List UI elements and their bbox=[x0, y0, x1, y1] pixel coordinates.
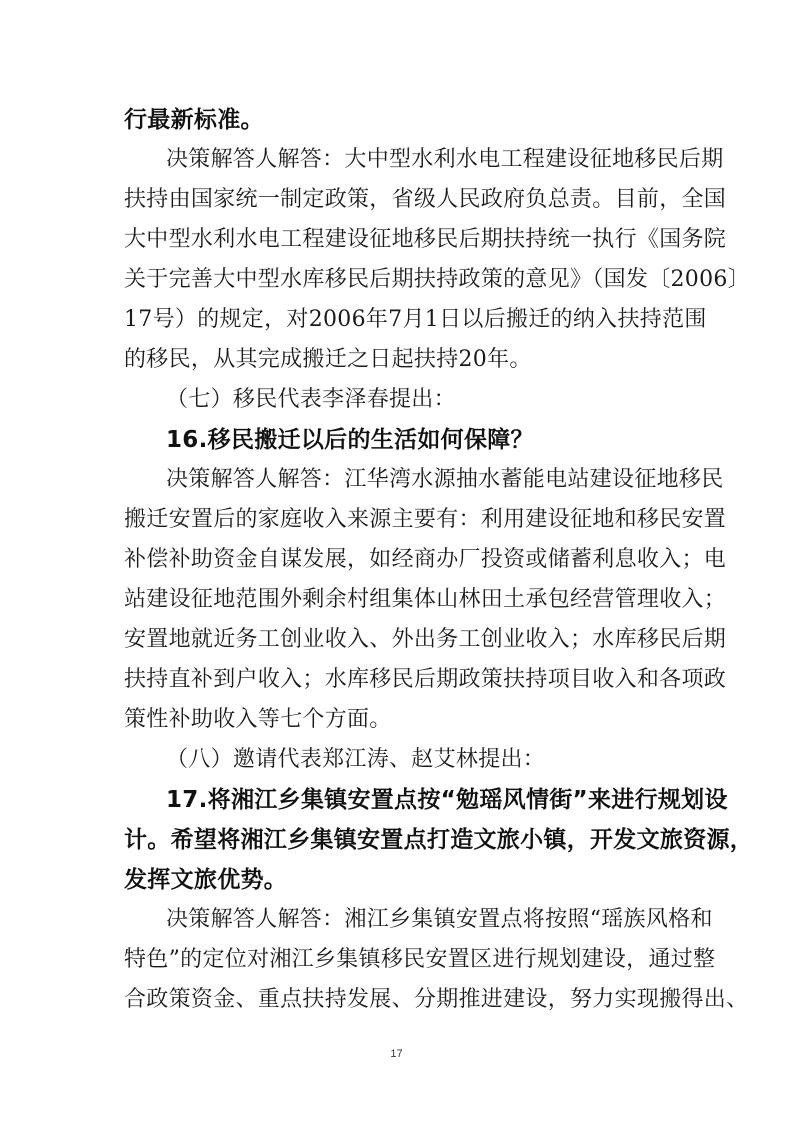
text-line: 策性补助收入等七个方面。 bbox=[124, 707, 392, 732]
text-line: 合政策资金、重点扶持发展、分期推进建设，努力实现搬得出、 bbox=[124, 987, 749, 1012]
text-line: 大中型水利水电工程建设征地移民后期扶持统一执行《国务院 bbox=[124, 227, 727, 252]
text-line: 17号）的规定，对2006年7月1日以后搬迁的纳入扶持范围 bbox=[124, 307, 707, 332]
text-line: 决策解答人解答：江华湾水源抽水蓄能电站建设征地移民 bbox=[166, 467, 724, 492]
question-heading: 计。希望将湘江乡集镇安置点打造文旅小镇，开发文旅资源， bbox=[124, 827, 754, 853]
text-line: 行最新标准。 bbox=[124, 107, 264, 133]
text-line: 站建设征地范围外剩余村组集体山林田土承包经营管理收入； bbox=[124, 587, 727, 612]
text-line: 特色”的定位对湘江乡集镇移民安置区进行规划建设，通过整 bbox=[124, 947, 716, 972]
question-heading: 16.移民搬迁以后的生活如何保障？ bbox=[166, 427, 534, 453]
question-heading: 17.将湘江乡集镇安置点按“勉瑶风情街”来进行规划设 bbox=[166, 787, 728, 813]
page-number: 17 bbox=[390, 1048, 403, 1060]
text-line: 关于完善大中型水库移民后期扶持政策的意见》（国发〔2006〕 bbox=[124, 267, 750, 292]
question-heading: 发挥文旅优势。 bbox=[124, 867, 288, 893]
text-line: 搬迁安置后的家庭收入来源主要有：利用建设征地和移民安置 bbox=[124, 507, 727, 532]
text-line: 补偿补助资金自谋发展，如经商办厂投资或储蓄利息收入；电 bbox=[124, 547, 727, 572]
text-line: 安置地就近务工创业收入、外出务工创业收入；水库移民后期 bbox=[124, 627, 727, 652]
text-line: 扶持直补到户收入；水库移民后期政策扶持项目收入和各项政 bbox=[124, 667, 727, 692]
section-heading: （七）移民代表李泽春提出： bbox=[166, 387, 456, 412]
text-line: 扶持由国家统一制定政策，省级人民政府负总责。目前，全国 bbox=[124, 187, 727, 212]
text-line: 决策解答人解答：大中型水利水电工程建设征地移民后期 bbox=[166, 147, 724, 172]
text-line: 的移民，从其完成搬迁之日起扶持20年。 bbox=[124, 347, 532, 372]
section-heading: （八）邀请代表郑江涛、赵艾林提出： bbox=[166, 747, 546, 772]
text-line: 决策解答人解答：湘江乡集镇安置点将按照“瑶族风格和 bbox=[166, 907, 713, 932]
